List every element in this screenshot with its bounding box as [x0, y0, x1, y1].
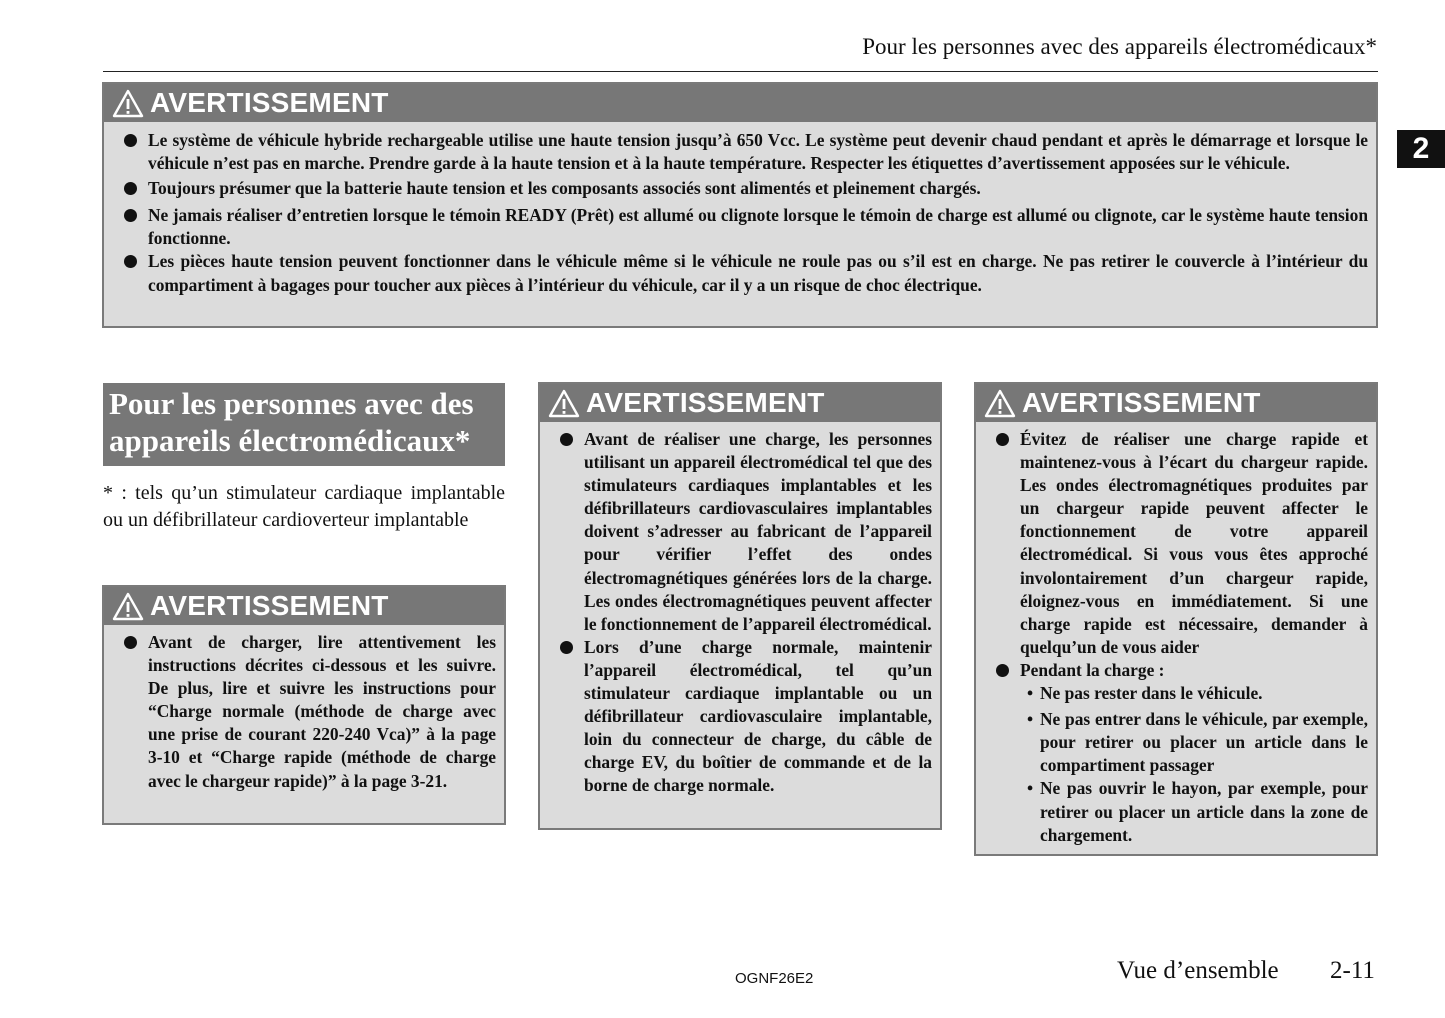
bullet-icon [124, 209, 137, 222]
top-warning-box [102, 82, 1378, 328]
warning-triangle-icon [548, 389, 580, 418]
sub-list-item: • Ne pas entrer dans le véhicule, par exemple, pour retirer ou placer un article dans le compartiment passager [1020, 708, 1368, 777]
section-footnote: * : tels qu’un stimulateur cardiaque implantable ou un défibrillateur cardioverteur implantable [103, 482, 505, 531]
warning-heading [104, 84, 1376, 122]
list-item: Évitez de réaliser une charge rapide et maintenez-vous à l’écart du chargeur rapide. Les ondes électromagnétiques produites par un chargeur rapide peuvent affecter le fonctionnement de votre appareil électromédical. Si vous vous êtes approché involontairement d’un chargeur rapide, éloignez-vous en immédiatement. Si une charge rapide est nécessaire, demander à quelqu’un de vous aider [984, 428, 1368, 659]
warning-heading [104, 587, 504, 625]
small-bullet-icon: • [1026, 709, 1034, 730]
list-item-label: Pendant la charge : [1020, 659, 1165, 680]
document-code: OGNF26E2 [735, 970, 814, 987]
list-item: Toujours présumer que la batterie haute tension et les composants associés sont alimentés et pleinement chargés. [112, 177, 1368, 200]
footer-section-name: Vue d’ensemble [1117, 957, 1279, 984]
warning-heading-text: AVERTISSEMENT [150, 590, 389, 621]
warning-heading-text: AVERTISSEMENT [586, 387, 825, 418]
bullet-icon [996, 433, 1009, 446]
small-bullet-icon: • [1026, 778, 1034, 799]
warning-heading [976, 384, 1376, 422]
sub-list-item: • Ne pas rester dans le véhicule. [1020, 682, 1368, 705]
list-item [984, 659, 1368, 847]
list-item: Avant de réaliser une charge, les personnes utilisant un appareil électromédical tel que des stimulateurs cardiaques implantables et les défibrillateurs cardiovasculaires implantables doivent s’adresser au fabricant de l’appareil pour vérifier l’effet des ondes électromagnétiques générées lors de la charge. Les ondes électromagnétiques peuvent affecter le fonctionnement de l’appareil électromédical. [548, 428, 932, 636]
warning-heading [540, 384, 940, 422]
bullet-icon [124, 636, 137, 649]
page-number: 2-11 [1330, 957, 1375, 984]
warning-heading-text: AVERTISSEMENT [1022, 387, 1261, 418]
bullet-icon [124, 134, 137, 147]
sub-list-item: • Ne pas ouvrir le hayon, par exemple, pour retirer ou placer un article dans la zone de chargement. [1020, 777, 1368, 846]
bullet-icon [560, 641, 573, 654]
bullet-icon [124, 182, 137, 195]
left-warning-box [102, 585, 506, 825]
list-item: Lors d’une charge normale, maintenir l’appareil électromédical, tel qu’un stimulateur cardiaque implantable ou un défibrillateur cardiovasculaire implantable, loin du connecteur de charge, du câble de charge EV, du boîtier de commande et de la borne de charge normale. [548, 636, 932, 798]
warning-heading-text: AVERTISSEMENT [150, 87, 389, 118]
middle-warning-box [538, 382, 942, 830]
list-item: Ne jamais réaliser d’entretien lorsque le témoin READY (Prêt) est allumé ou clignote lorsque le témoin de charge est allumé ou clignote, car le système haute tension fonctionne. [112, 204, 1368, 251]
warning-triangle-icon [112, 89, 144, 118]
bullet-icon [560, 433, 573, 446]
warning-triangle-icon [984, 389, 1016, 418]
section-title: Pour les personnes avec des appareils électromédicaux* [103, 383, 505, 466]
header-rule [103, 71, 1378, 72]
list-item: Avant de charger, lire attentivement les instructions décrites ci-dessous et les suivre. De plus, lire et suivre les instructions pour “Charge normale (méthode de charge avec une prise de courant 220-240 Vca)” à la page 3-10 et “Charge rapide (méthode de charge avec le chargeur rapide)” à la page 3-21. [112, 631, 496, 793]
page-header-title: Pour les personnes avec des appareils électromédicaux* [862, 34, 1377, 59]
list-item: Le système de véhicule hybride rechargeable utilise une haute tension jusqu’à 650 Vcc. Le système peut devenir chaud pendant et après le démarrage et lorsque le véhicule n’est pas en marche. Prendre garde à la haute tension et à la haute température. Respecter les étiquettes d’avertissement apposées sur le véhicule. [112, 129, 1368, 176]
small-bullet-icon: • [1026, 683, 1034, 704]
warning-triangle-icon [112, 592, 144, 621]
bullet-icon [124, 255, 137, 268]
right-warning-box [974, 382, 1378, 856]
chapter-tab: 2 [1397, 130, 1445, 168]
list-item: Les pièces haute tension peuvent fonctionner dans le véhicule même si le véhicule ne roule pas ou s’il est en charge. Ne pas retirer le couvercle à l’intérieur du compartiment à bagages pour toucher aux pièces à l’intérieur du véhicule, car il y a un risque de choc électrique. [112, 250, 1368, 297]
bullet-icon [996, 664, 1009, 677]
